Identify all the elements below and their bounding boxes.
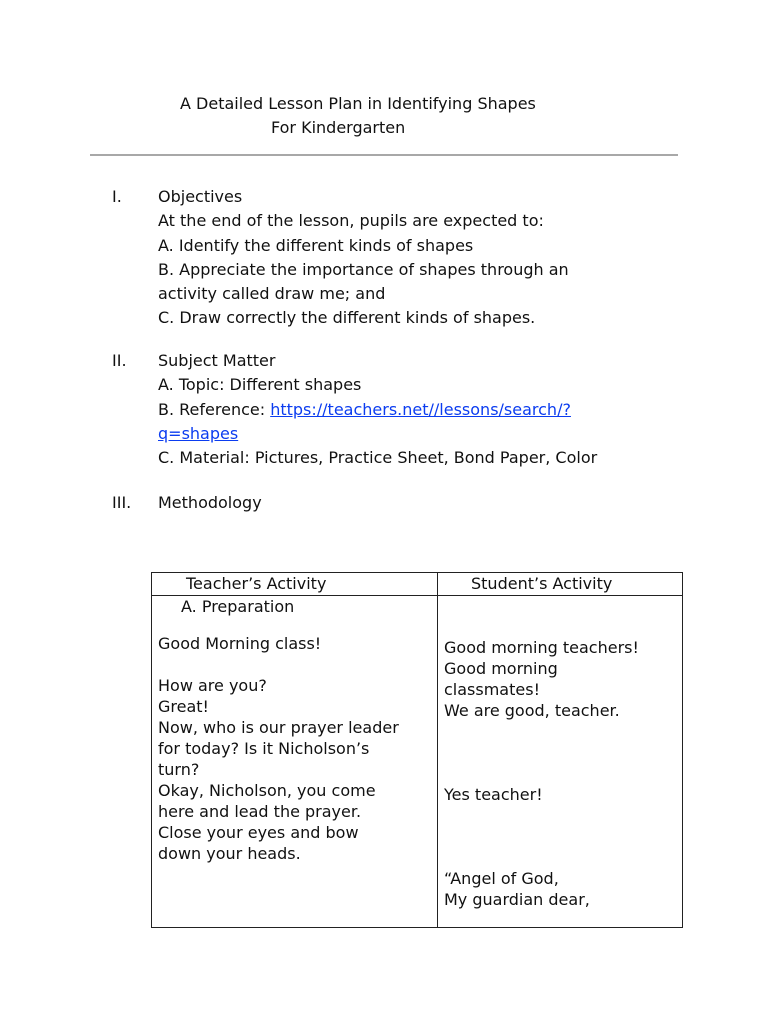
reference-label: B. Reference: xyxy=(158,399,271,419)
teacher-line: turn? xyxy=(158,760,200,779)
column-divider xyxy=(437,573,438,927)
document-subtitle: For Kindergarten xyxy=(271,118,406,137)
teacher-line: for today? Is it Nicholson’s xyxy=(158,739,370,758)
table-header-row xyxy=(152,573,682,596)
objective-line: B. Appreciate the importance of shapes through an xyxy=(158,259,569,279)
line-spacer xyxy=(444,847,639,868)
teacher-line: Good Morning class! xyxy=(158,634,322,653)
student-line: Yes teacher! xyxy=(444,785,543,804)
line-spacer xyxy=(444,805,639,826)
header-teacher-activity: Teacher’s Activity xyxy=(186,574,327,593)
teacher-line: Great! xyxy=(158,697,209,716)
objective-line: C. Draw correctly the different kinds of shapes. xyxy=(158,308,536,328)
line-spacer xyxy=(444,742,639,763)
section-subject-matter xyxy=(112,349,692,470)
student-line: classmates! xyxy=(444,680,540,699)
student-line: “Angel of God, xyxy=(444,869,559,888)
line-spacer xyxy=(444,721,639,742)
teacher-line: here and lead the prayer. xyxy=(158,802,362,821)
teacher-activity-cell xyxy=(158,633,399,864)
student-line: Good morning xyxy=(444,659,558,678)
horizontal-rule xyxy=(90,154,678,156)
teacher-line: Okay, Nicholson, you come xyxy=(158,781,376,800)
line-spacer xyxy=(444,763,639,784)
section-numeral: III. xyxy=(112,493,132,512)
preparation-heading xyxy=(181,596,294,617)
reference-link[interactable]: https://teachers.net//lessons/search/? xyxy=(270,399,571,419)
preparation-label: A. Preparation xyxy=(181,597,295,616)
section-heading: Objectives xyxy=(158,187,243,206)
student-line: We are good, teacher. xyxy=(444,701,620,720)
section-heading: Methodology xyxy=(158,493,262,512)
material-line: C. Material: Pictures, Practice Sheet, Bond Paper, Color xyxy=(158,448,598,468)
objective-line: A. Identify the different kinds of shapes xyxy=(158,235,474,255)
student-activity-cell xyxy=(444,637,639,910)
objective-line: activity called draw me; and xyxy=(158,284,386,304)
section-numeral: II. xyxy=(112,351,127,370)
header-student-activity: Student’s Activity xyxy=(471,574,613,593)
teacher-line: down your heads. xyxy=(158,844,301,863)
student-line: My guardian dear, xyxy=(444,890,590,909)
reference-line-continued xyxy=(158,422,692,446)
line-spacer xyxy=(444,826,639,847)
reference-line xyxy=(158,398,692,422)
reference-link-continued[interactable]: q=shapes xyxy=(158,423,239,443)
activity-table xyxy=(151,572,683,928)
student-line: Good morning teachers! xyxy=(444,638,639,657)
topic-line: A. Topic: Different shapes xyxy=(158,375,362,395)
teacher-line: Close your eyes and bow xyxy=(158,823,359,842)
section-objectives xyxy=(112,185,692,331)
section-methodology xyxy=(112,491,692,515)
section-numeral: I. xyxy=(112,187,122,206)
line-spacer xyxy=(158,654,399,675)
objective-line: At the end of the lesson, pupils are expected to: xyxy=(158,211,544,231)
document-title: A Detailed Lesson Plan in Identifying Shapes xyxy=(180,94,536,113)
teacher-line: Now, who is our prayer leader xyxy=(158,718,399,737)
teacher-line: How are you? xyxy=(158,676,267,695)
section-heading: Subject Matter xyxy=(158,351,276,370)
